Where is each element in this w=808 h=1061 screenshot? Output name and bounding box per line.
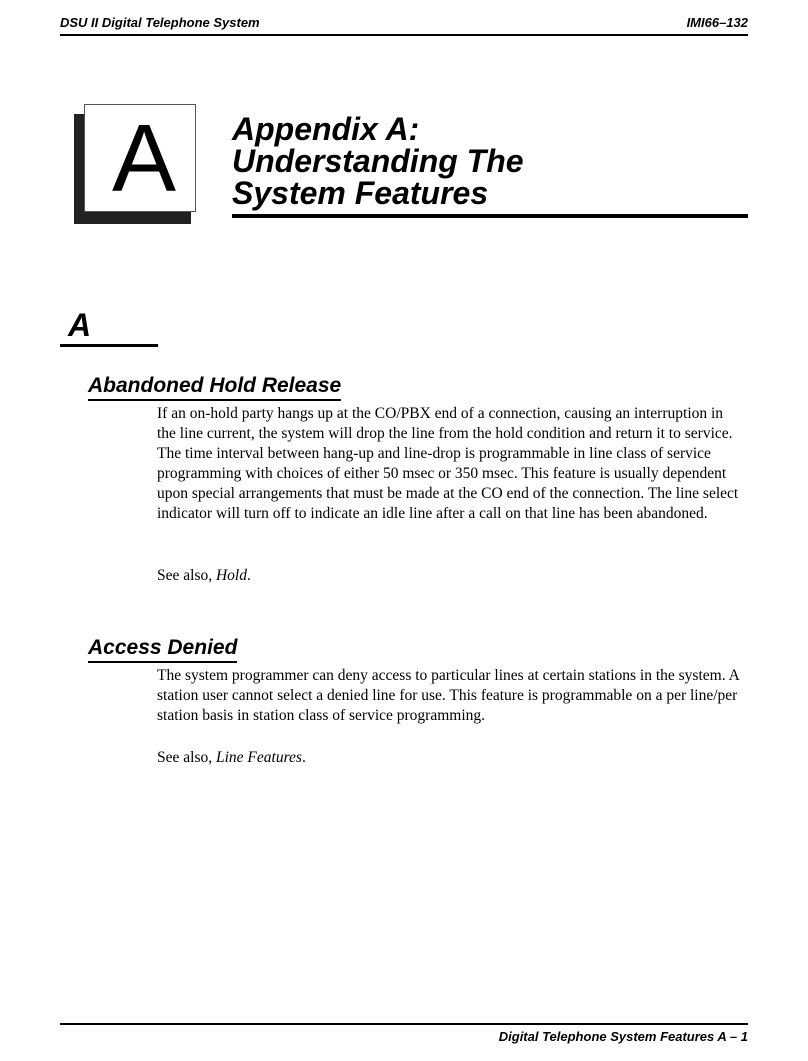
running-footer [60, 1023, 748, 1044]
section-letter: A [68, 307, 92, 343]
chapter-letter-box [84, 104, 196, 212]
header-document-title: DSU II Digital Telephone System [60, 15, 260, 30]
entry-body-access-denied: The system programmer can deny access to particular lines at certain stations in the system. A station user cannot select a denied line for use. This feature is programmable on a per line/per station basis in station class of service programming. [157, 667, 739, 724]
see-also-suffix: . [301, 749, 306, 766]
chapter-title-line-3: System Features [232, 175, 489, 211]
see-also-reference-line-features: Line Features [215, 749, 302, 766]
chapter-letter: A [111, 105, 177, 212]
entry-body-abandoned-hold-release: If an on-hold party hangs up at the CO/PBX end of a connection, causing an interruption in the line current, the system will drop the line from the hold condition and return it to service. The time interval between hang-up and line-drop is programmable in line class of service programming with choices of either 50 msec or 350 msec. This feature is usually dependent upon special arrangements that must be made at the CO end of the connection. The line select indicator will turn off to indicate an idle line after a call on that line has been abandoned. [157, 405, 739, 522]
see-also-abandoned-hold-release [157, 566, 745, 586]
running-header [60, 14, 748, 36]
see-also-access-denied [157, 748, 745, 768]
footer-page-label: Digital Telephone System Features A – 1 [498, 1029, 748, 1044]
see-also-reference-hold: Hold [215, 567, 247, 584]
see-also-prefix: See also, [157, 567, 216, 584]
chapter-title [232, 113, 748, 218]
chapter-title-line-2: Understanding The [232, 143, 524, 179]
section-letter-heading [60, 306, 158, 347]
see-also-prefix: See also, [157, 749, 216, 766]
see-also-suffix: . [246, 567, 251, 584]
entry-heading-access-denied: Access Denied [88, 636, 237, 663]
chapter-title-line-1: Appendix A: [232, 111, 420, 147]
header-document-number: IMI66–132 [686, 15, 748, 30]
entry-heading-abandoned-hold-release: Abandoned Hold Release [88, 374, 341, 401]
